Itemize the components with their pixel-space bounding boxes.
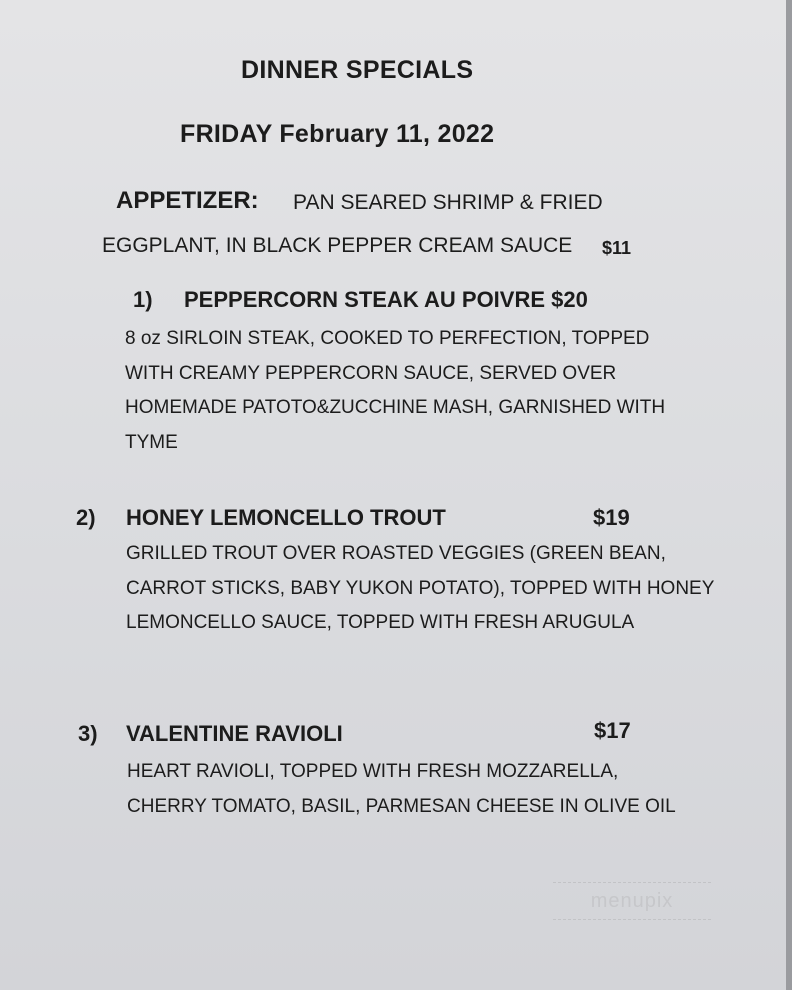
special-2-price: $19 xyxy=(593,505,630,530)
menupix-watermark: menupix xyxy=(553,882,711,920)
appetizer-label: APPETIZER: xyxy=(116,187,259,214)
special-1-name: PEPPERCORN STEAK AU POIVRE $20 xyxy=(184,287,588,312)
menu-title: DINNER SPECIALS xyxy=(241,56,474,84)
special-3-price: $17 xyxy=(594,718,631,743)
special-3-name: VALENTINE RAVIOLI xyxy=(126,721,343,746)
menu-date: FRIDAY February 11, 2022 xyxy=(180,120,495,148)
special-1-number: 1) xyxy=(133,287,153,312)
special-2-description: GRILLED TROUT OVER ROASTED VEGGIES (GREEN BEAN, CARROT STICKS, BABY YUKON POTATO), TOPPED WITH HONEY LEMONCELLO SAUCE, TOPPED WITH FRESH ARUGULA xyxy=(126,543,715,633)
appetizer-description-line1: PAN SEARED SHRIMP & FRIED xyxy=(293,191,603,214)
page-edge xyxy=(786,0,792,990)
special-1-description: 8 oz SIRLOIN STEAK, COOKED TO PERFECTION, TOPPED WITH CREAMY PEPPERCORN SAUCE, SERVED OVER HOMEMADE PATOTO&ZUCCHINE MASH, GARNISHED WITH TYME xyxy=(125,328,666,453)
special-3-number: 3) xyxy=(78,721,98,746)
special-3-description: HEART RAVIOLI, TOPPED WITH FRESH MOZZARELLA, CHERRY TOMATO, BASIL, PARMESAN CHEESE IN OLIVE OIL xyxy=(127,761,676,817)
appetizer-price: $11 xyxy=(602,238,632,258)
special-2-name: HONEY LEMONCELLO TROUT xyxy=(126,505,446,530)
special-2-number: 2) xyxy=(76,505,96,530)
appetizer-description-line2: EGGPLANT, IN BLACK PEPPER CREAM SAUCE xyxy=(102,234,573,257)
